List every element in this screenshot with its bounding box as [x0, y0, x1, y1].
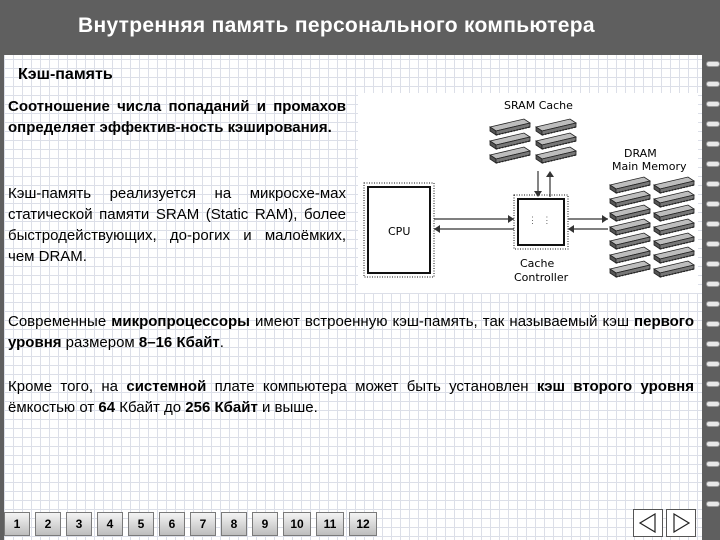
spiral-ring [706, 421, 720, 427]
text-span: ёмкостью от [8, 399, 99, 416]
header-bar [0, 0, 720, 55]
spiral-ring [706, 381, 720, 387]
spiral-ring [706, 301, 720, 307]
page-button-8[interactable]: 8 [221, 512, 247, 536]
page-button-2[interactable]: 2 [35, 512, 61, 536]
spiral-ring [706, 261, 720, 267]
paragraph-sram: Кэш-память реализуется на микросхе-мах статической памяти SRAM (Static RAM), более быстродействующих, до-рогих и малоёмких, чем DRAM. [8, 185, 346, 265]
text-span: Кроме того, на [8, 378, 127, 395]
text-span: и выше. [257, 399, 318, 416]
spiral-ring [706, 141, 720, 147]
sram-chips [490, 119, 576, 163]
text-span: размером [61, 334, 139, 351]
page-button-5[interactable]: 5 [128, 512, 154, 536]
text-span: плате компьютера может быть установлен [206, 378, 537, 395]
spiral-ring [706, 81, 720, 87]
cache-diagram [358, 93, 698, 293]
text-span: . [219, 334, 224, 351]
spiral-ring [706, 281, 720, 287]
bold-text: микропроцессоры [111, 313, 250, 330]
page-title: Внутренняя память персонального компьютера [78, 14, 595, 37]
bold-text: 256 Кбайт [185, 399, 258, 416]
paragraph-hit-ratio-text: Соотношение числа попаданий и промахов определяет эффектив-ность кэширования. [8, 98, 346, 136]
spiral-ring [706, 161, 720, 167]
text-span: имеют встроенную кэш-память, так называемый кэш [249, 313, 635, 330]
sram-arrows [534, 171, 554, 197]
triangle-left-icon [638, 513, 658, 533]
page-button-4[interactable]: 4 [97, 512, 123, 536]
dram-label-line2: Main Memory [612, 160, 687, 173]
page-button-10[interactable]: 10 [283, 512, 311, 536]
text-span: Кбайт до [115, 399, 186, 416]
spiral-binding [702, 55, 720, 540]
paragraph-hit-ratio [8, 96, 346, 138]
section-title: Кэш-память [18, 66, 113, 83]
page-button-9[interactable]: 9 [252, 512, 278, 536]
bold-text: 64 [98, 399, 116, 416]
spiral-ring [706, 101, 720, 107]
page-button-6[interactable]: 6 [159, 512, 185, 536]
page-button-3[interactable]: 3 [66, 512, 92, 536]
triangle-right-icon [671, 513, 691, 533]
dram-label-line1: DRAM [624, 147, 657, 160]
bold-text: первого уровня [8, 313, 695, 351]
controller-label-line2: Controller [514, 271, 569, 284]
spiral-ring [706, 201, 720, 207]
spiral-ring [706, 221, 720, 227]
cpu-label: CPU [388, 225, 411, 238]
paragraph-l2-cache [8, 376, 694, 418]
spiral-ring [706, 461, 720, 467]
spiral-ring [706, 241, 720, 247]
text-span: Современные [8, 313, 112, 330]
next-page-button[interactable] [666, 509, 696, 537]
spiral-ring [706, 321, 720, 327]
paragraph-l1-cache [8, 311, 694, 353]
page-button-1[interactable]: 1 [4, 512, 30, 536]
page-button-7[interactable]: 7 [190, 512, 216, 536]
previous-page-button[interactable] [633, 509, 663, 537]
cache-controller-chip [514, 195, 569, 284]
spiral-ring [706, 501, 720, 507]
page-button-11[interactable]: 11 [316, 512, 344, 536]
controller-label-line1: Cache [520, 257, 555, 270]
spiral-ring [706, 441, 720, 447]
spiral-ring [706, 121, 720, 127]
bold-text: 8–16 Кбайт [138, 334, 220, 351]
spiral-ring [706, 481, 720, 487]
svg-text:⋮ ⋮: ⋮ ⋮ [528, 216, 552, 226]
cpu-chip [364, 183, 434, 277]
cache-diagram-svg [358, 93, 698, 293]
spiral-ring [706, 61, 720, 67]
spiral-ring [706, 181, 720, 187]
bold-text: системной [126, 378, 207, 395]
spiral-ring [706, 361, 720, 367]
page-button-12[interactable]: 12 [349, 512, 377, 536]
sram-label: SRAM Cache [504, 99, 573, 112]
dram-chips [610, 177, 694, 277]
spiral-ring [706, 341, 720, 347]
bold-text: кэш второго уровня [536, 378, 694, 395]
spiral-ring [706, 401, 720, 407]
